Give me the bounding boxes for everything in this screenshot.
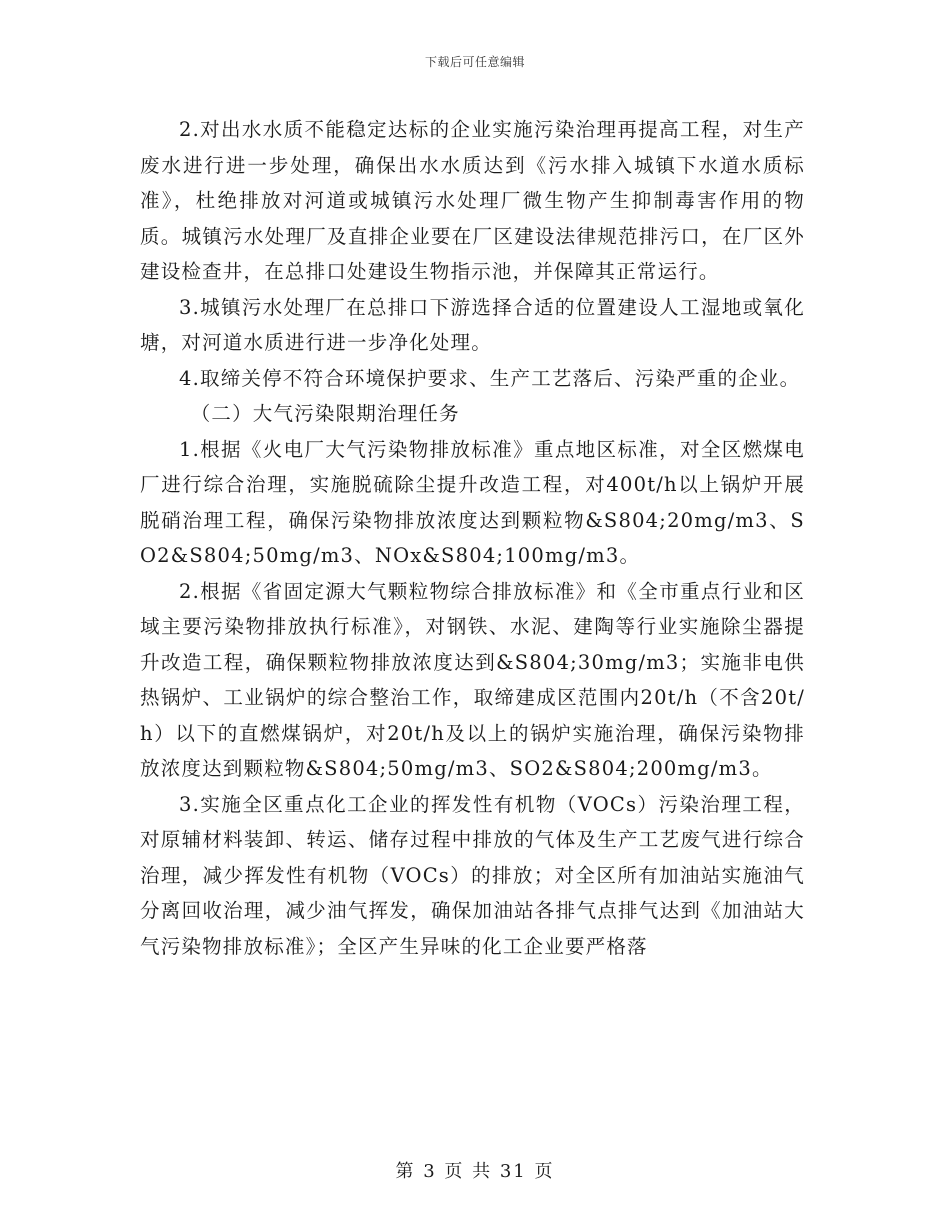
document-body [140,112,805,964]
paragraph-air-item-1: 1.根据《火电厂大气污染物排放标准》重点地区标准，对全区燃煤电厂进行综合治理，实施脱硫除尘提升改造工程，对400t/h以上锅炉开展脱硝治理工程，确保污染物排放浓度达到颗粒物&S804;20mg/m3、SO2&S804;50mg/m3、NOx&S804;100mg/m3。 [140,437,805,567]
page-header-note: 下载后可任意编辑 [424,55,525,69]
paragraph-air-item-3: 3.实施全区重点化工企业的挥发性有机物（VOCs）污染治理工程，对原辅材料装卸、转运、储存过程中排放的气体及生产工艺废气进行综合治理，减少挥发性有机物（VOCs）的排放；对全区所有加油站实施油气分离回收治理，减少油气挥发，确保加油站各排气点排气达到《加油站大气污染物排放标准》；全区产生异味的化工企业要严格落 [140,792,805,958]
section-heading-air-pollution: （二）大气污染限期治理任务 [190,402,460,425]
paragraph-water-item-4: 4.取缔关停不符合环境保护要求、生产工艺落后、污染严重的企业。 [179,366,801,390]
paragraph-water-item-3: 3.城镇污水处理厂在总排口下游选择合适的位置建设人工湿地或氧化塘，对河道水质进行进一步净化处理。 [140,295,805,354]
paragraph-air-item-2: 2.根据《省固定源大气颗粒物综合排放标准》和《全市重点行业和区域主要污染物排放执行标准》，对钢铁、水泥、建陶等行业实施除尘器提升改造工程，确保颗粒物排放浓度达到&S804;30mg/m3；实施非电供热锅炉、工业锅炉的综合整治工作，取缔建成区范围内20t/h（不含20t/h）以下的直燃煤锅炉，对20t/h及以上的锅炉实施治理，确保污染物排放浓度达到颗粒物&S804;50mg/m3、SO2&S804;200mg/m3。 [140,579,805,780]
page-number-footer: 第 3 页 共 31 页 [395,1161,555,1182]
paragraph-water-item-2: 2.对出水水质不能稳定达标的企业实施污染治理再提高工程，对生产废水进行进一步处理，确保出水水质达到《污水排入城镇下水道水质标准》，杜绝排放对河道或城镇污水处理厂微生物产生抑制毒害作用的物质。城镇污水处理厂及直排企业要在厂区建设法律规范排污口，在厂区外建设检查井，在总排口处建设生物指示池，并保障其正常运行。 [140,118,805,283]
